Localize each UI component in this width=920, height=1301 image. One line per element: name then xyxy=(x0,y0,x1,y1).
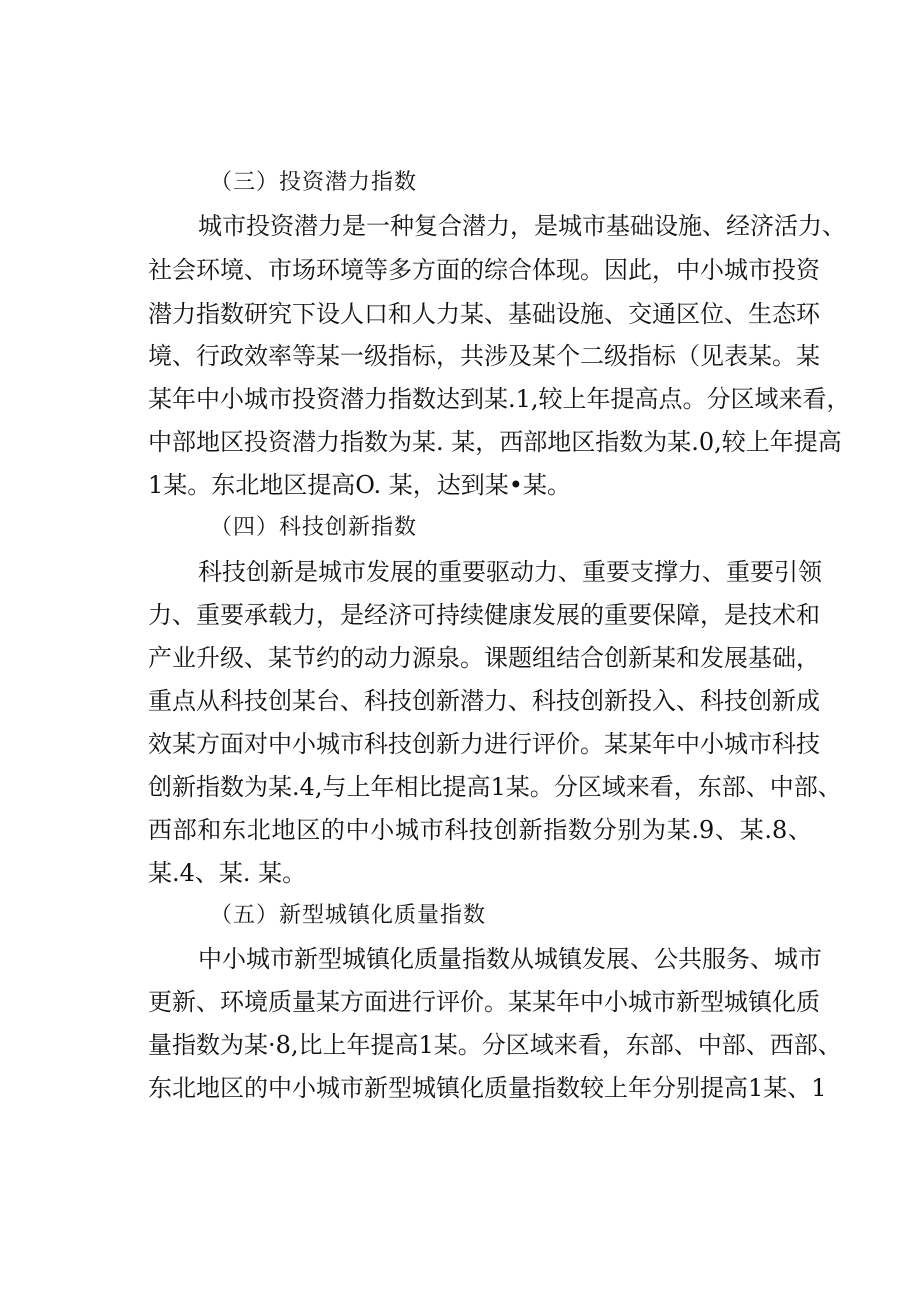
section-heading-4: （四）科技创新指数 xyxy=(210,515,418,540)
paragraph-line: 某年中小城市投资潜力指数达到某.1,较上年提高点。分区域来看， xyxy=(148,385,851,413)
paragraph-line: 产业升级、某节约的动力源泉。课题组结合创新某和发展基础， xyxy=(148,644,820,672)
section-heading-5: （五）新型城镇化质量指数 xyxy=(210,903,487,928)
paragraph-line: 力、重要承载力，是经济可持续健康发展的重要保障，是技术和 xyxy=(148,601,820,629)
paragraph-line: 中小城市新型城镇化质量指数从城镇发展、公共服务、城市 xyxy=(198,945,822,973)
paragraph-line: 量指数为某·8,比上年提高1某。分区域来看，东部、中部、西部、 xyxy=(148,1031,842,1059)
paragraph-line: 社会环境、市场环境等多方面的综合体现。因此，中小城市投资 xyxy=(148,256,820,284)
paragraph-line: 境、行政效率等某一级指标，共涉及某个二级指标（见表某。某 xyxy=(148,342,820,370)
paragraph-line: 1某。东北地区提高O. 某，达到某•某。 xyxy=(148,471,571,499)
paragraph-line: 更新、环境质量某方面进行评价。某某年中小城市新型城镇化质 xyxy=(148,988,820,1016)
paragraph-line: 西部和东北地区的中小城市科技创新指数分别为某.9、某.8、 xyxy=(148,816,812,844)
paragraph-line: 潜力指数研究下设人口和人力某、基础设施、交通区位、生态环 xyxy=(148,300,820,328)
paragraph-line: 科技创新是城市发展的重要驱动力、重要支撑力、重要引领 xyxy=(198,558,822,586)
paragraph-line: 城市投资潜力是一种复合潜力，是城市基础设施、经济活力、 xyxy=(198,212,846,240)
paragraph-line: 东北地区的中小城市新型城镇化质量指数较上年分别提高1某、1 xyxy=(148,1074,827,1102)
paragraph-line: 某.4、某. 某。 xyxy=(148,859,307,887)
paragraph-line: 重点从科技创某台、科技创新潜力、科技创新投入、科技创新成 xyxy=(148,687,820,715)
paragraph-line: 中部地区投资潜力指数为某. 某，西部地区指数为某.0,较上年提高 xyxy=(148,428,842,456)
section-heading-3: （三）投资潜力指数 xyxy=(210,170,418,195)
paragraph-line: 创新指数为某.4,与上年相比提高1某。分区域来看，东部、中部、 xyxy=(148,773,842,801)
paragraph-line: 效某方面对中小城市科技创新力进行评价。某某年中小城市科技 xyxy=(148,730,820,758)
